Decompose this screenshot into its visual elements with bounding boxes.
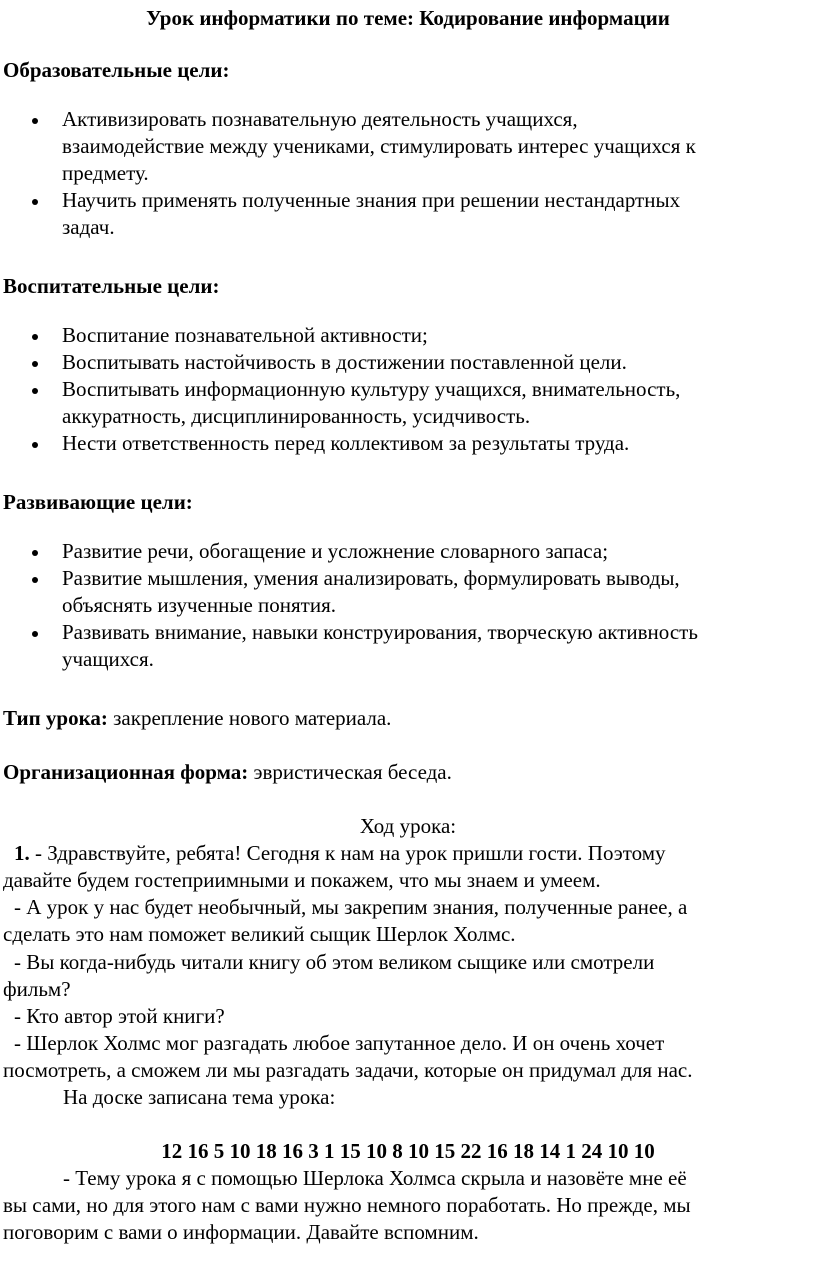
bullet-icon	[32, 442, 38, 448]
document-title: Урок информатики по теме: Кодирование информации	[146, 6, 670, 30]
list-item	[0, 430, 802, 457]
bullet-icon	[32, 550, 38, 556]
paragraph-4-line-1: - Кто автор этой книги?	[14, 1004, 225, 1028]
bullet-icon	[32, 388, 38, 394]
paragraph-6-line-1: На доске записана тема урока:	[63, 1085, 336, 1109]
list-item-text: Нести ответственность перед коллективом за результаты труда.	[62, 431, 630, 455]
list-item-text: Развивать внимание, навыки конструирования, творческую активность	[62, 620, 698, 644]
org-form-value: эвристическая беседа.	[248, 760, 452, 784]
list-item	[0, 106, 802, 187]
bullet-icon	[32, 334, 38, 340]
list-item-text: взаимодействие между учениками, стимулировать интерес учащихся к	[62, 134, 696, 158]
list-item-text: предмету.	[62, 161, 149, 185]
list-item-text: Научить применять полученные знания при решении нестандартных	[62, 188, 681, 212]
lesson-type	[3, 706, 391, 730]
paragraph-2-line-1: - А урок у нас будет необычный, мы закрепим знания, полученные ранее, а	[14, 895, 688, 919]
list-item	[0, 538, 802, 565]
list-item	[0, 349, 802, 376]
paragraph-7-line-2: вы сами, но для этого нам с вами нужно немного поработать. Но прежде, мы	[3, 1193, 691, 1217]
list-item-text: объяснять изученные понятия.	[62, 593, 336, 617]
lesson-type-label: Тип урока:	[3, 706, 108, 730]
list-item-text: учащихся.	[62, 647, 154, 671]
paragraph-3-line-2: фильм?	[3, 977, 71, 1001]
list-item-text: Воспитывать настойчивость в достижении поставленной цели.	[62, 350, 627, 374]
organizational-form	[3, 760, 452, 784]
list-item	[0, 619, 802, 673]
lesson-type-value: закрепление нового материала.	[107, 706, 392, 730]
list-item-text: задач.	[62, 215, 115, 239]
list-item	[0, 322, 802, 349]
paragraph-text: - Здравствуйте, ребята! Сегодня к нам на урок пришли гости. Поэтому	[29, 841, 666, 865]
paragraph-2-line-2: сделать это нам поможет великий сыщик Шерлок Холмс.	[3, 922, 516, 946]
paragraph-1-line-2: давайте будем гостеприимными и покажем, что мы знаем и умеем.	[3, 868, 601, 892]
paragraph-3-line-1: - Вы когда-нибудь читали книгу об этом великом сыщике или смотрели	[14, 950, 655, 974]
org-form-label: Организационная форма:	[3, 760, 249, 784]
paragraph-5-line-1: - Шерлок Холмс мог разгадать любое запутанное дело. И он очень хочет	[14, 1031, 665, 1055]
bullet-icon	[32, 361, 38, 367]
upbringing-goals-list	[0, 322, 816, 457]
bullet-icon	[32, 118, 38, 124]
list-item-text: Воспитывать информационную культуру учащихся, внимательность,	[62, 377, 681, 401]
paragraph-5-line-2: посмотреть, а сможем ли мы разгадать задачи, которые он придумал для нас.	[3, 1058, 693, 1082]
upbringing-goals-heading: Воспитательные цели:	[3, 274, 220, 298]
list-item-text: аккуратность, дисциплинированность, усидчивость.	[62, 404, 531, 428]
bullet-icon	[32, 577, 38, 583]
lesson-course-heading: Ход урока:	[359, 814, 457, 838]
list-item	[0, 376, 802, 430]
list-item	[0, 565, 802, 619]
paragraph-7-line-3: поговорим с вами о информации. Давайте вспомним.	[3, 1220, 479, 1244]
educational-goals-heading: Образовательные цели:	[3, 58, 230, 82]
list-item-text: Воспитание познавательной активности;	[62, 323, 428, 347]
list-item-text: Развитие мышления, умения анализировать, формулировать выводы,	[62, 566, 680, 590]
bullet-icon	[32, 631, 38, 637]
educational-goals-list	[0, 106, 816, 241]
bullet-icon	[32, 199, 38, 205]
developing-goals-heading: Развивающие цели:	[3, 490, 193, 514]
paragraph-number: 1.	[14, 841, 30, 865]
paragraph-7-line-1: - Тему урока я с помощью Шерлока Холмса скрыла и назовёте мне её	[63, 1166, 687, 1190]
list-item	[0, 187, 802, 241]
list-item-text: Развитие речи, обогащение и усложнение словарного запаса;	[62, 539, 609, 563]
developing-goals-list	[0, 538, 816, 673]
encoded-topic: 12 16 5 10 18 16 3 1 15 10 8 10 15 22 16 18 14 1 24 10 10	[161, 1139, 655, 1163]
paragraph-1-line-1	[14, 841, 666, 865]
list-item-text: Активизировать познавательную деятельность учащихся,	[62, 107, 578, 131]
